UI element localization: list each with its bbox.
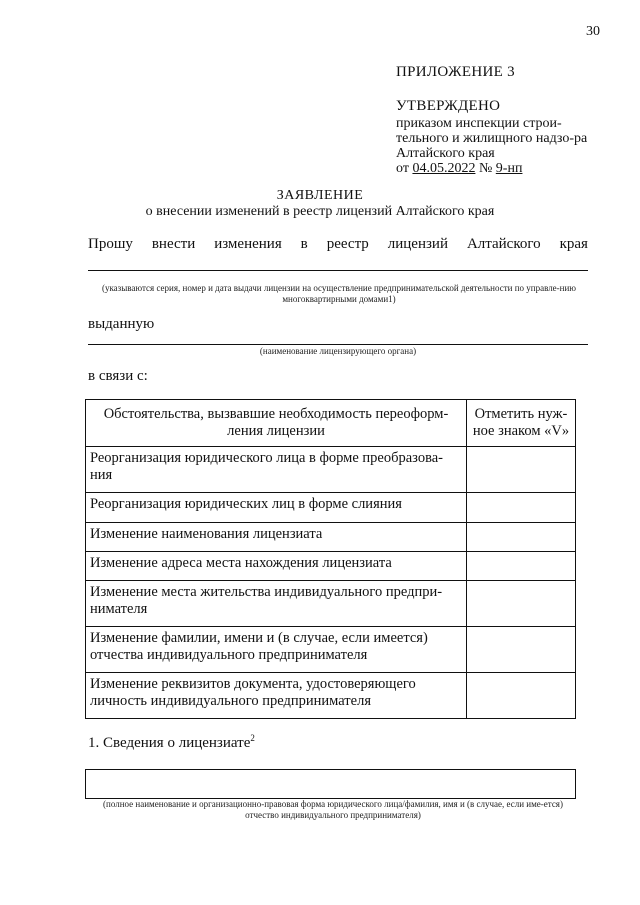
mark-cell[interactable] [467, 493, 576, 523]
request-word: Прошу [88, 236, 133, 252]
footnote-marker: 2 [250, 733, 255, 743]
row-label: Изменение адреса места нахождения лицензиата [86, 552, 467, 581]
section-1-heading [88, 733, 255, 752]
request-word: внести [151, 236, 196, 252]
request-word: реестр [326, 236, 369, 252]
row-label: Изменение наименования лицензиата [86, 523, 467, 552]
row-label: Изменение фамилии, имени и (в случае, если имеется) отчества индивидуального предпринимателя [86, 627, 467, 673]
approval-date-line [396, 161, 522, 177]
mark-cell[interactable] [467, 581, 576, 627]
header-circumstances: Обстоятельства, вызвавшие необходимость переоформ-ления лицензии [86, 400, 467, 447]
in-connection-label: в связи с: [88, 368, 148, 384]
licensee-name-hint: (полное наименование и организационно-правовая форма юридического лица/фамилия, имя и (в случае, если име-ется) отчество индивидуального предпринимателя) [103, 799, 563, 820]
mark-cell[interactable] [467, 447, 576, 493]
issued-label: выданную [88, 316, 155, 332]
table-row [86, 523, 576, 552]
circumstances-table [85, 399, 576, 719]
appendix-heading: ПРИЛОЖЕНИЕ 3 [396, 64, 515, 80]
licensing-authority-hint: (наименование лицензирующего органа) [259, 346, 417, 356]
header-mark: Отметить нуж-ное знаком «V» [467, 400, 576, 447]
request-word: лицензий [387, 236, 448, 252]
order-number: 9-нп [495, 161, 523, 176]
table-row [86, 673, 576, 719]
approved-by-text: приказом инспекции строи-тельного и жилищного надзо-ра Алтайского края [396, 116, 588, 161]
request-word: изменения [214, 236, 282, 252]
row-label: Изменение реквизитов документа, удостоверяющего личность индивидуального предпринимателя [86, 673, 467, 719]
mark-cell[interactable] [467, 673, 576, 719]
table-row [86, 627, 576, 673]
mark-cell[interactable] [467, 552, 576, 581]
mark-cell[interactable] [467, 523, 576, 552]
document-title: ЗАЯВЛЕНИЕ [276, 188, 364, 203]
approved-heading: УТВЕРЖДЕНО [396, 98, 501, 114]
table-header-row [86, 400, 576, 447]
table-row [86, 447, 576, 493]
approval-date: 04.05.2022 [412, 161, 476, 176]
section-1-text: 1. Сведения о лицензиате [88, 735, 251, 751]
license-details-field[interactable] [88, 270, 588, 271]
request-word: Алтайского [466, 236, 541, 252]
number-sign: № [475, 161, 496, 176]
mark-cell[interactable] [467, 627, 576, 673]
document-subtitle: о внесении изменений в реестр лицензий Алтайского края [145, 204, 495, 219]
table-row [86, 581, 576, 627]
row-label: Реорганизация юридического лица в форме преобразова-ния [86, 447, 467, 493]
licensee-name-field[interactable] [85, 769, 576, 799]
table-row [86, 493, 576, 523]
licensing-authority-field[interactable] [88, 344, 588, 345]
request-word: края [559, 236, 588, 252]
table-row [86, 552, 576, 581]
request-sentence [88, 236, 588, 253]
date-prefix: от [396, 161, 413, 176]
page-number: 30 [586, 24, 600, 39]
row-label: Реорганизация юридических лиц в форме слияния [86, 493, 467, 523]
request-word: в [300, 236, 308, 252]
license-details-hint: (указываются серия, номер и дата выдачи лицензии на осуществление предпринимательской деятельности по управле-нию многоквартирными домами1) [101, 283, 577, 304]
row-label: Изменение места жительства индивидуального предпри-нимателя [86, 581, 467, 627]
